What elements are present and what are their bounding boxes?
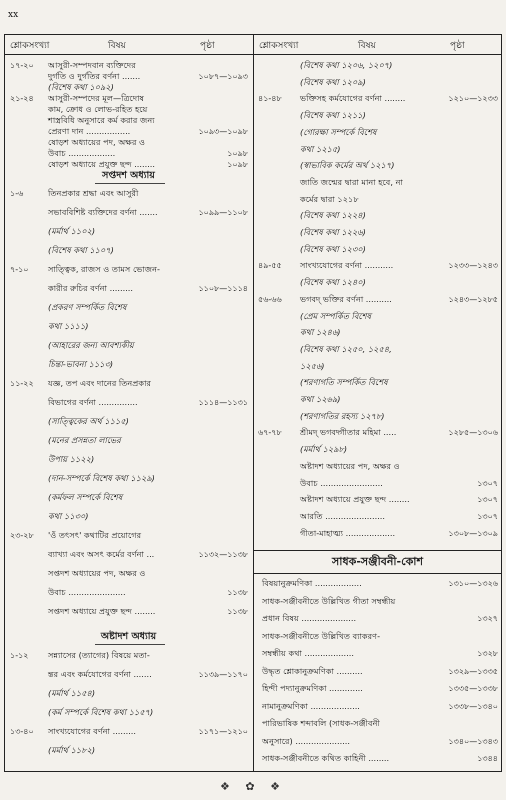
entry-page: ১১৩২—১১৩৮ <box>198 550 248 559</box>
verse-number: ৬৭-৭৮ <box>258 428 282 438</box>
entry-text: উদ্ধৃত শ্লোকানুক্রমণিকা .......... <box>262 665 363 676</box>
entry-text: দুর্গতি ও দুর্গতির বর্ণনা ....... <box>48 71 141 81</box>
entry-page: ১৩২৯—১৩৩৫ <box>448 666 498 676</box>
entry-text: জাতি জন্মের দ্বারা মানা হবে, না <box>300 176 403 187</box>
entry-page: ১৩১০—১৩২৬ <box>448 579 498 588</box>
entry-text: আসুরী-সম্পদের মূল—ত্রিদোষ <box>48 93 145 103</box>
entry-text: হিন্দী পদ্যানুক্রমণিকা ............. <box>262 683 363 693</box>
entry-text: সাংখ্যযোগের বর্ণনা ......... <box>48 726 136 736</box>
entry-page: ১৩০৮—১৩০৯ <box>448 528 498 538</box>
entry-page: ১১০৮—১১১৪ <box>198 284 248 293</box>
entry-text: সাধক-সঞ্জীবনীতে উল্লিখিত গীতা সম্বন্ধীয় <box>262 595 396 606</box>
entry-text: শাস্ত্রবিধি অনুসারে কর্ম করার জন্য <box>48 115 155 125</box>
entry-page: ১১৭১—১২১০ <box>198 727 248 736</box>
entry-page: ১৩৪০—১৩৪৩ <box>448 736 498 746</box>
entry-text: (বিশেষ কথা ১২০৯) <box>300 76 366 87</box>
entry-text: (বিশেষ কথা ১২১১) <box>300 110 366 121</box>
verse-number: ১৭-২০ <box>10 61 34 70</box>
entry-text: কর্মের দ্বারা ১২১৮ <box>300 193 359 204</box>
chapter-18-underline <box>95 644 165 645</box>
entry-text: (সাত্ত্বিকের অর্থ ১১১৫) <box>48 416 129 426</box>
entry-text: সাধক-সঞ্জীবনীতে উল্লিখিত ব্যাকরণ- <box>262 630 381 641</box>
entry-page: ১৩০৭ <box>477 478 498 488</box>
entry-page: ১৩২৭ <box>477 614 498 623</box>
entry-text: (শরণাগতি সম্পর্কিত বিশেষ <box>300 377 388 388</box>
entry-text: যজ্ঞ, তপ এবং দানের তিনপ্রকার <box>48 378 152 388</box>
right-header-subject: বিষয় <box>358 41 376 51</box>
entry-text: সন্ন্যাসের (ত্যাগের) বিষয়ে মতা- <box>48 650 150 660</box>
page-number: xx <box>8 10 19 20</box>
entry-text: (গোরক্ষা সম্পর্কে বিশেষ <box>300 126 377 137</box>
verse-number: ৪১-৪৮ <box>258 94 282 104</box>
entry-page: ১৩৪৪ <box>477 754 498 763</box>
verse-number: ২১-২৪ <box>10 94 34 103</box>
entry-text: (বিশেষ কথা ১২২৬) <box>300 227 366 237</box>
entry-page: ১২৪৩—১২৮৫ <box>448 294 498 304</box>
entry-page: ১০৯৯—১১০৮ <box>198 208 248 217</box>
left-header-verse: শ্লোকসংখ্যা <box>10 41 50 51</box>
entry-page: ১১৩৯—১১৭০ <box>198 670 248 679</box>
entry-text: বিভাগের বর্ণনা ............... <box>48 397 138 407</box>
entry-text: প্রেরণা দান ................. <box>48 126 131 136</box>
entry-page: ১৩২৮ <box>477 649 498 658</box>
entry-text: (বিশেষ কথা ১২৫০, ১২৫৪, <box>300 343 392 354</box>
entry-text: ভগবদ্ ভক্তির বর্ণনা .......... <box>300 293 392 304</box>
entry-text: চিন্তা-ভাবনা ১১১৩) <box>48 359 114 369</box>
entry-text: (মর্মার্থ ১১০২) <box>48 226 96 236</box>
entry-text: সম্বন্ধীয় কথা ................... <box>262 648 354 658</box>
entry-text: (মর্মার্থ ১১৫৪) <box>48 688 96 698</box>
entry-text: উবাচ ...................... <box>48 587 126 597</box>
entry-page: ১৩৩৮—১৩৪০ <box>448 701 498 711</box>
verse-number: ১১-২২ <box>10 379 34 388</box>
entry-text: সাধক-সঞ্জীবনীতে কথিত কাহিনী ........ <box>262 753 390 763</box>
entry-page: ১০৯৩—১০৯৮ <box>198 127 248 136</box>
entry-text: উবাচ .................. <box>48 148 116 158</box>
entry-text: সভাববিশিষ্ট ব্যক্তিদের বর্ণনা ....... <box>48 207 158 217</box>
entry-text: ব্যাখ্যা এবং অসৎ কর্মের বর্ণনা ... <box>48 549 155 559</box>
entry-page: ১২৩৩—১২৪৩ <box>448 261 498 271</box>
entry-text: পারিভাষিক শব্দাবলি (সাধক-সঞ্জীবনী <box>262 718 380 728</box>
entry-text: কথা ১২৪৬) <box>300 327 341 338</box>
entry-page: ১২১০—১২৩৩ <box>448 94 498 104</box>
verse-number: ১৩-৪০ <box>10 727 34 736</box>
entry-text: (বিশেষ কথা ১২০৬, ১২০৭) <box>300 60 393 70</box>
entry-text: (বিশেষ কথা ১১০৭) <box>48 245 114 255</box>
entry-page: ১৩০৭ <box>477 495 498 505</box>
entry-text: কথা ১২৬৯) <box>300 394 341 404</box>
entry-page: ১১৩৮ <box>227 588 248 597</box>
verse-number: ১-৬ <box>10 189 24 198</box>
entry-text: প্রধান বিষয় ..................... <box>262 613 357 623</box>
column-divider <box>253 34 254 772</box>
entry-text: ষোড়শ অধ্যায়ে প্রযুক্ত ছন্দ ........ <box>48 159 155 169</box>
entry-text: ষোড়শ অধ্যায়ের পদ, অক্ষর ও <box>48 137 146 147</box>
chapter-17-heading: সপ্তদশ অধ্যায় <box>102 170 155 181</box>
entry-text: তিনপ্রকার শ্রদ্ধা এবং আসুরী <box>48 188 139 198</box>
chapter-18-heading: অষ্টাদশ অধ্যায় <box>100 631 157 642</box>
entry-text: (মনের প্রসন্নতা লাভের <box>48 435 121 445</box>
entry-text: সাংখ্যযোগের বর্ণনা ........... <box>300 260 394 271</box>
entry-text: (দান-সম্পর্কে বিশেষ কথা ১১২৯) <box>48 473 155 483</box>
entry-text: সপ্তদশ অধ্যায়ে প্রযুক্ত ছন্দ ........ <box>48 606 156 616</box>
entry-text: ভক্তিসহ কর্মযোগের বর্ণনা ........ <box>300 93 406 104</box>
entry-text: (শরণাগতির রহস্য ১২৭৮) <box>300 410 385 421</box>
entry-page: ১৩৩৫—১৩৩৮ <box>448 684 498 693</box>
verse-number: ৪৯-৫৫ <box>258 261 282 271</box>
kosh-title: সাধক-সঞ্জীবনী-কোশ <box>254 550 501 574</box>
entry-text: (আহারের জন্য আবশ্যকীয় <box>48 340 134 350</box>
entry-text: (স্বাভাবিক কর্মের অর্থ ১২১৭) <box>300 160 395 171</box>
right-header-page: পৃষ্ঠা <box>450 41 465 51</box>
entry-text: আরতি ....................... <box>300 510 386 521</box>
entry-text: কারীর রুচির বর্ণনা ......... <box>48 283 133 293</box>
verse-number: ৫৬-৬৬ <box>258 294 282 304</box>
left-header-page: পৃষ্ঠা <box>200 41 215 51</box>
entry-page: ১০৮৭—১০৯৩ <box>198 72 248 81</box>
entry-text: সপ্তদশ অধ্যায়ের পদ, অক্ষর ও <box>48 568 146 578</box>
left-header-subject: বিষয় <box>108 41 126 51</box>
entry-text: (প্রেম সম্পর্কিত বিশেষ <box>300 310 372 321</box>
footer-ornament: ❖ ✿ ❖ <box>220 780 286 793</box>
entry-page: ১০৯৮ <box>227 160 248 169</box>
entry-text: (কর্মফল সম্পর্কে বিশেষ <box>48 492 123 502</box>
entry-text: উপায় ১১২২) <box>48 454 95 464</box>
chapter-17-underline <box>95 183 165 184</box>
entry-text: নামানুক্রমণিকা ................... <box>262 700 360 711</box>
entry-page: ১০৯৮ <box>227 149 248 158</box>
entry-text: ১২৫৬) <box>300 360 325 371</box>
entry-text: সাত্ত্বিক, রাজস ও তামস ভোজন- <box>48 264 160 274</box>
entry-text: কথা ১১১১) <box>48 321 89 331</box>
entry-page: ১২৮৫—১৩০৬ <box>448 428 498 438</box>
verse-number: ২৩-২৮ <box>10 531 34 540</box>
entry-page: ১১১৪—১১৩১ <box>198 398 248 407</box>
verse-number: ৭-১০ <box>10 265 29 274</box>
entry-text: (বিশেষ কথা ১২২৪) <box>300 210 366 221</box>
header-rule <box>4 54 502 55</box>
entry-text: গীতা-মাহাত্ম্য ................... <box>300 527 396 538</box>
entry-text: কথা ১২১৫) <box>300 143 341 154</box>
entry-page: ১১৩৮ <box>227 607 248 616</box>
entry-text: বিষয়ানুক্রমণিকা .................. <box>262 578 362 588</box>
entry-text: অষ্টাদশ অধ্যায়ের পদ, অক্ষর ও <box>300 460 400 471</box>
entry-text: অনুসারে) ..................... <box>262 735 351 746</box>
entry-text: (প্রকরণ সম্পর্কিত বিশেষ <box>48 302 127 312</box>
entry-text: (বিশেষ কথা ১২৪০) <box>300 277 366 288</box>
entry-text: কাম, ক্রোধ ও লোভ-রহিত হয়ে <box>48 104 148 114</box>
entry-text: শ্রীমদ্ ভগবদ্গীতার মহিমা ..... <box>300 427 397 438</box>
entry-text: (মর্মার্থ ১২৯৮) <box>300 444 348 455</box>
entry-text: ন্তর এবং কর্মযোগের বর্ণনা ....... <box>48 669 152 679</box>
entry-text: 'ওঁ তৎসৎ' কথাটির প্রয়োগের <box>48 530 142 540</box>
entry-text: অষ্টাদশ অধ্যায়ে প্রযুক্ত ছন্দ ........ <box>300 494 410 505</box>
entry-page: ১৩০৭ <box>477 511 498 521</box>
entry-text: আসুরী-সম্পদবান ব্যক্তিদের <box>48 60 136 70</box>
entry-text: (বিশেষ কথা ১০৯২) <box>48 82 114 92</box>
entry-text: (বিশেষ কথা ১২৩০) <box>300 243 366 254</box>
entry-text: (কর্ম সম্পর্কে বিশেষ কথা ১১৫৭) <box>48 707 154 717</box>
entry-text: (মর্মার্থ ১১৮২) <box>48 745 96 755</box>
entry-text: উবাচ ........................ <box>300 477 383 488</box>
entry-text: কথা ১১৩০) <box>48 511 89 521</box>
right-header-verse: শ্লোকসংখ্যা <box>259 41 299 51</box>
verse-number: ১-১২ <box>10 651 29 660</box>
